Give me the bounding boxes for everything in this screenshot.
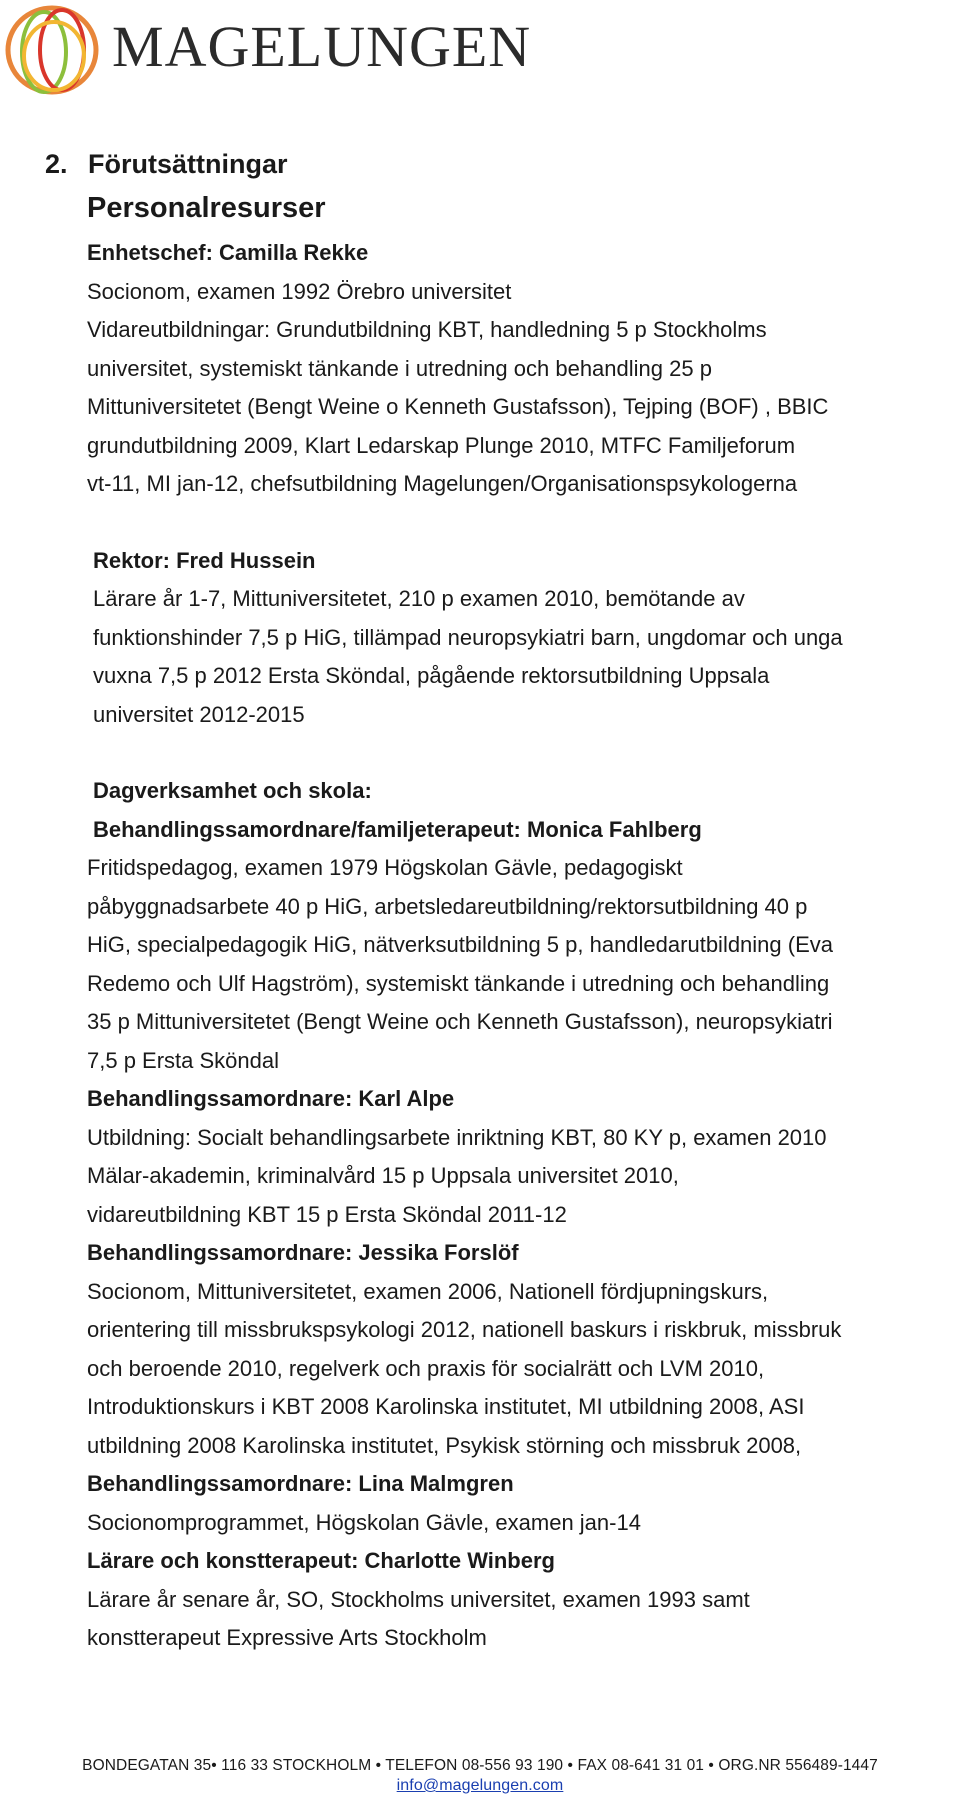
entry-line: utbildning 2008 Karolinska institutet, Psykisk störning och missbruk 2008,: [87, 1432, 802, 1458]
entry-line: Socionomprogrammet, Högskolan Gävle, examen jan-14: [87, 1509, 641, 1535]
entry-heading: Rektor: Fred Hussein: [93, 547, 316, 573]
entry-line: 7,5 p Ersta Sköndal: [87, 1047, 280, 1073]
entry-line: Introduktionskurs i KBT 2008 Karolinska institutet, MI utbildning 2008, ASI: [87, 1394, 805, 1419]
entry-line: Utbildning: Socialt behandlingsarbete inriktning KBT, 80 KY p, examen 2010: [87, 1124, 827, 1150]
entry-jessika: [87, 1234, 957, 1465]
entry-heading: Dagverksamhet och skola:: [93, 778, 372, 803]
entry-line: Mittuniversitetet (Bengt Weine o Kenneth Gustafsson), Tejping (BOF) , BBIC: [87, 394, 829, 419]
company-logo: [0, 0, 560, 110]
page-footer: [0, 1756, 960, 1796]
entry-heading: Behandlingssamordnare: Jessika Forslöf: [87, 1240, 519, 1265]
entry-lina: [87, 1465, 957, 1542]
entry-line: vuxna 7,5 p 2012 Ersta Sköndal, pågående rektorsutbildning Uppsala: [93, 663, 770, 688]
spacer: [87, 734, 957, 772]
entry-line: vt-11, MI jan-12, chefsutbildning Magelungen/Organisationspsykologerna: [87, 471, 798, 496]
logo-rings-icon: [0, 0, 110, 110]
entry-line: universitet 2012-2015: [93, 701, 305, 727]
entry-rektor: [87, 542, 957, 735]
entry-line: Lärare år 1-7, Mittuniversitetet, 210 p examen 2010, bemötande av: [93, 586, 745, 611]
entry-line: orientering till missbrukspsykologi 2012, nationell baskurs i riskbruk, missbruk: [87, 1317, 842, 1342]
entry-heading: Behandlingssamordnare: Karl Alpe: [87, 1086, 455, 1111]
entry-line: HiG, specialpedagogik HiG, nätverksutbildning 5 p, handledarutbildning (Eva: [87, 932, 834, 957]
entry-enhetschef: [87, 234, 957, 504]
entry-line: Mälar-akademin, kriminalvård 15 p Uppsala universitet 2010,: [87, 1163, 679, 1188]
entry-line: och beroende 2010, regelverk och praxis för socialrätt och LVM 2010,: [87, 1355, 765, 1381]
entry-line: Socionom, examen 1992 Örebro universitet: [87, 278, 512, 304]
entry-line: Fritidspedagog, examen 1979 Högskolan Gävle, pedagogiskt: [87, 855, 683, 880]
entry-line: Socionom, Mittuniversitetet, examen 2006, Nationell fördjupningskurs,: [87, 1278, 769, 1304]
entry-line: Lärare år senare år, SO, Stockholms universitet, examen 1993 samt: [87, 1586, 750, 1612]
entry-line: Vidareutbildningar: Grundutbildning KBT, handledning 5 p Stockholms: [87, 317, 767, 342]
entry-heading: Enhetschef: Camilla Rekke: [87, 240, 369, 265]
logo-text: MAGELUNGEN: [112, 14, 532, 79]
entry-line: påbyggnadsarbete 40 p HiG, arbetsledareutbildning/rektorsutbildning 40 p: [87, 893, 808, 919]
section-number: 2.: [45, 149, 68, 179]
entry-karl: [87, 1080, 957, 1234]
section-subtitle: Personalresurser: [87, 192, 326, 224]
entry-line: universitet, systemiskt tänkande i utredning och behandling 25 p: [87, 355, 712, 381]
entry-heading: Behandlingssamordnare/familjeterapeut: Monica Fahlberg: [93, 816, 702, 842]
entry-line: vidareutbildning KBT 15 p Ersta Sköndal 2011-12: [87, 1201, 567, 1227]
entry-line: 35 p Mittuniversitetet (Bengt Weine och Kenneth Gustafsson), neuropsykiatri: [87, 1009, 833, 1034]
entry-charlotte: [87, 1542, 957, 1658]
entry-line: konstterapeut Expressive Arts Stockholm: [87, 1625, 487, 1650]
spacer: [87, 504, 957, 542]
entry-line: Redemo och Ulf Hagström), systemiskt tänkande i utredning och behandling: [87, 970, 830, 996]
section-title: [45, 145, 288, 183]
entry-line: funktionshinder 7,5 p HiG, tillämpad neuropsykiatri barn, ungdomar och unga: [93, 624, 843, 650]
entry-heading: Behandlingssamordnare: Lina Malmgren: [87, 1471, 514, 1496]
personnel-list: [87, 234, 957, 1658]
footer-email-link[interactable]: info@magelungen.com: [396, 1777, 564, 1794]
footer-address: BONDEGATAN 35• 116 33 STOCKHOLM • TELEFON 08-556 93 190 • FAX 08-641 31 01 • ORG.NR 556489-1447: [82, 1757, 878, 1774]
entry-monica: [87, 849, 957, 1080]
entry-heading: Lärare och konstterapeut: Charlotte Winberg: [87, 1548, 555, 1573]
entry-dagverksamhet: [87, 772, 957, 849]
section-title-text: Förutsättningar: [88, 149, 288, 179]
entry-line: grundutbildning 2009, Klart Ledarskap Plunge 2010, MTFC Familjeforum: [87, 432, 796, 458]
